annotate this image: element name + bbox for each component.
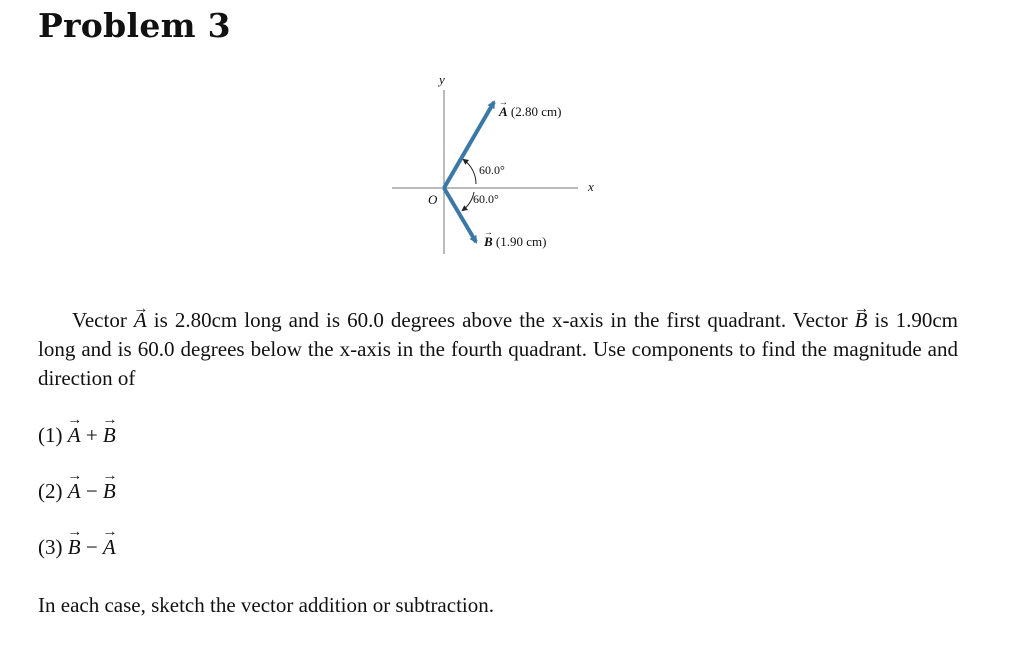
problem-statement bbox=[38, 306, 958, 393]
part-1-first-vector: → A bbox=[68, 423, 81, 448]
vector-diagram bbox=[380, 60, 620, 270]
part-1-second-vector: → B bbox=[103, 423, 116, 448]
part-3-number: (3) bbox=[38, 535, 63, 559]
part-2-second-vector: → B bbox=[103, 479, 116, 504]
statement-part-2: is 2.80cm long and is 60.0 degrees above the x-axis in the first quadrant. Vector bbox=[146, 308, 855, 332]
part-3-first-vector: → B bbox=[68, 535, 81, 560]
part-1-operator: + bbox=[85, 423, 98, 447]
statement-vector-a: → A bbox=[134, 306, 147, 335]
angle-b-label: 60.0° bbox=[473, 192, 499, 206]
vector-b-name: → B bbox=[484, 234, 493, 250]
problem-title: Problem 3 bbox=[38, 6, 231, 45]
part-2 bbox=[38, 479, 116, 504]
part-2-first-vector: → A bbox=[68, 479, 81, 504]
statement-part-1: Vector bbox=[72, 308, 134, 332]
vector-a-length: (2.80 cm) bbox=[510, 104, 562, 119]
x-axis-label: x bbox=[588, 179, 594, 194]
angle-arc-a bbox=[464, 160, 476, 184]
vector-a-label bbox=[499, 104, 561, 120]
y-axis-label: y bbox=[439, 72, 445, 87]
part-1 bbox=[38, 423, 116, 448]
statement-part-3: is 1.90cm long and is 60.0 degrees below the x-axis in the fourth quadrant. Use components to find the magnitude and direction of bbox=[38, 308, 958, 390]
part-3 bbox=[38, 535, 116, 560]
part-1-number: (1) bbox=[38, 423, 63, 447]
part-3-operator: − bbox=[85, 535, 98, 559]
vector-b-label bbox=[484, 234, 546, 250]
closing-instruction: In each case, sketch the vector addition or subtraction. bbox=[38, 593, 494, 617]
origin-label: O bbox=[428, 192, 438, 207]
vector-b-arrow bbox=[444, 188, 476, 242]
vector-a-name: → A bbox=[499, 104, 508, 120]
vector-b-length: (1.90 cm) bbox=[495, 234, 547, 249]
part-2-number: (2) bbox=[38, 479, 63, 503]
angle-a-label: 60.0° bbox=[479, 163, 505, 177]
statement-vector-b: → B bbox=[855, 306, 868, 335]
part-3-second-vector: → A bbox=[103, 535, 116, 560]
part-2-operator: − bbox=[85, 479, 98, 503]
